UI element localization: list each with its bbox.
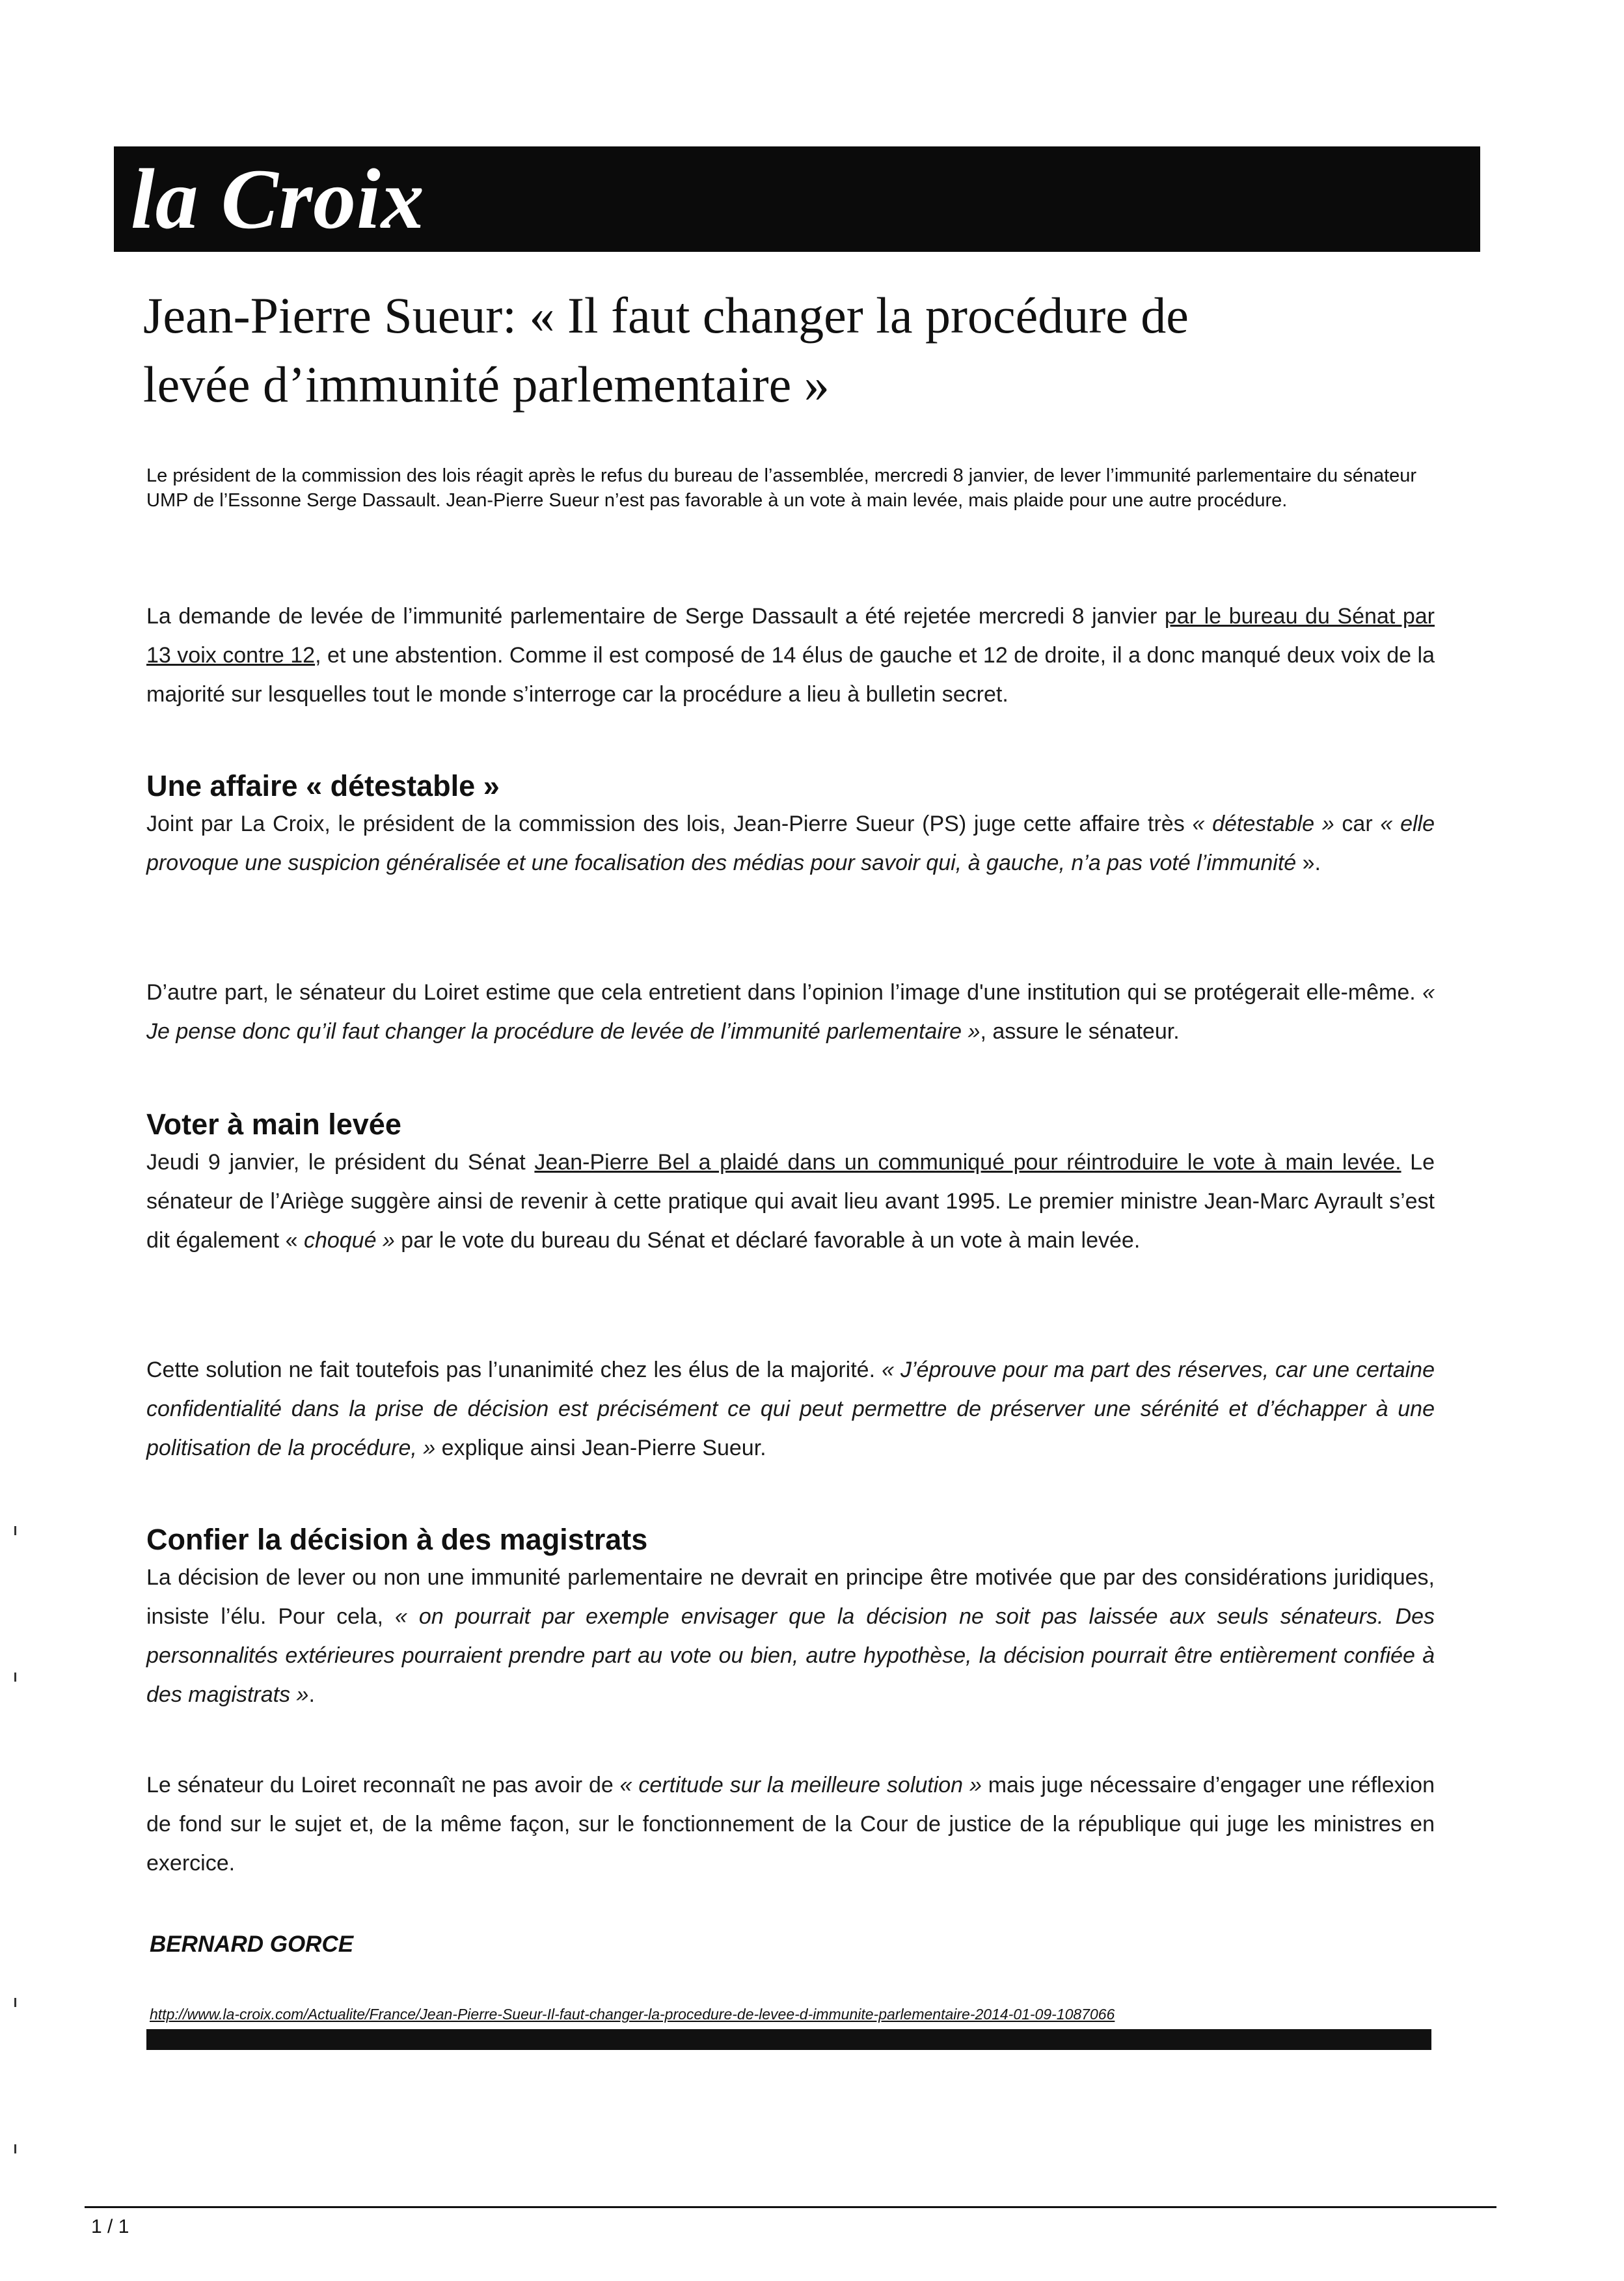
paragraph-magistrats-1: La décision de lever ou non une immunité parlementaire ne devrait en principe être motivée que par des considérations juridiques, insiste l’élu. Pour cela, « on pourrait par exemple envisager que la décision ne soit pas laissée aux seuls sénateurs. Des personnalités extérieures pourraient prendre part au vote ou bien, autre hypothèse, la décision pourrait être entièrement confiée à des magistrats ». bbox=[146, 1565, 1435, 1707]
headline-line-2: levée d’immunité parlementaire » bbox=[143, 356, 830, 413]
headline-line-1: Jean-Pierre Sueur: « Il faut changer la procédure de bbox=[143, 287, 1189, 344]
page-number: 1 / 1 bbox=[91, 2216, 129, 2237]
scan-artifact-mark bbox=[14, 2144, 16, 2153]
link-bureau-senat[interactable]: par le bureau du Sénat par 13 voix contre 12 bbox=[146, 604, 1435, 668]
quote-detestable: « détestable » bbox=[1192, 812, 1334, 836]
paragraph-main-levee-2: Cette solution ne fait toutefois pas l’unanimité chez les élus de la majorité. « J’éprouve pour ma part des réserves, car une certaine confidentialité dans la prise de décision est précisément ce qui peut permettre de préserver une sérénité et d’échapper à une politisation de la procédure, » explique ainsi Jean-Pierre Sueur. bbox=[146, 1358, 1435, 1460]
la-croix-logo: la Croix bbox=[131, 151, 425, 247]
paragraph-main-levee-1: Jeudi 9 janvier, le président du Sénat Jean-Pierre Bel a plaidé dans un communiqué pour réintroduire le vote à main levée. Le sénateur de l’Ariège suggère ainsi de revenir à cette pratique qui avait lieu avant 1995. Le premier ministre Jean-Marc Ayrault s’est dit également « choqué » par le vote du bureau du Sénat et déclaré favorable à un vote à main levée. bbox=[146, 1150, 1435, 1253]
scan-artifact-mark bbox=[14, 1526, 16, 1535]
article-lead: Le président de la commission des lois réagit après le refus du bureau de l’assemblée, mercredi 8 janvier, de lever l’immunité parlementaire du sénateur UMP de l’Essonne Serge Dassault. Jean-Pierre Sueur n’est pas favorable à un vote à main levée, mais plaide pour une autre procédure. bbox=[146, 465, 1417, 511]
section-title-main-levee: Voter à main levée bbox=[146, 1108, 401, 1141]
paragraph-detestable-1: Joint par La Croix, le président de la commission des lois, Jean-Pierre Sueur (PS) juge cette affaire très « détestable » car « elle provoque une suspicion généralisée et une focalisation des médias pour savoir qui, à gauche, n’a pas voté l’immunité ». bbox=[146, 812, 1435, 875]
section-title-magistrats: Confier la décision à des magistrats bbox=[146, 1523, 648, 1556]
scan-artifact-mark bbox=[14, 1998, 16, 2007]
footer-black-bar bbox=[146, 2029, 1431, 2050]
source-url-link[interactable]: http://www.la-croix.com/Actualite/France/Jean-Pierre-Sueur-Il-faut-changer-la-procedure-de-levee-d-immunite-parlementaire-2014-01-09-1087066 bbox=[150, 2006, 1115, 2023]
masthead bbox=[114, 146, 1480, 252]
author-byline: BERNARD GORCE bbox=[150, 1932, 354, 1957]
quote-choque: choqué » bbox=[303, 1228, 395, 1253]
scan-artifact-mark bbox=[14, 1673, 16, 1682]
article-headline bbox=[143, 281, 1379, 419]
quote-magistrats: « on pourrait par exemple envisager que la décision ne soit pas laissée aux seuls sénateurs. Des personnalités extérieures pourraient prendre part au vote ou bien, autre hypothèse, la décision pourrait être entièrement confiée à des magistrats » bbox=[146, 1604, 1435, 1707]
quote-reserves: « J’éprouve pour ma part des réserves, car une certaine confidentialité dans la prise de décision est précisément ce qui peut permettre de préserver une sérénité et d’échapper à une politisation de la procédure, » bbox=[146, 1358, 1435, 1460]
quote-suspicion: « elle provoque une suspicion généralisée et une focalisation des médias pour savoir qui, à gauche, n’a pas voté l’immunité bbox=[146, 812, 1435, 875]
paragraph-intro: La demande de levée de l’immunité parlementaire de Serge Dassault a été rejetée mercredi 8 janvier par le bureau du Sénat par 13 voix contre 12, et une abstention. Comme il est composé de 14 élus de gauche et 12 de droite, il a donc manqué deux voix de la majorité sur lesquelles tout le monde s’interroge car la procédure a lieu à bulletin secret. bbox=[146, 604, 1435, 707]
link-communique-bel[interactable]: Jean-Pierre Bel a plaidé dans un communiqué pour réintroduire le vote à main levée. bbox=[534, 1150, 1401, 1175]
paragraph-magistrats-2: Le sénateur du Loiret reconnaît ne pas avoir de « certitude sur la meilleure solution » mais juge nécessaire d’engager une réflexion de fond sur le sujet et, de la même façon, sur le fonctionnement de la Cour de justice de la république qui juge les ministres en exercice. bbox=[146, 1773, 1435, 1876]
section-title-detestable: Une affaire « détestable » bbox=[146, 769, 500, 802]
paragraph-detestable-2: D’autre part, le sénateur du Loiret estime que cela entretient dans l’opinion l’image d'une institution qui se protégerait elle-même. « Je pense donc qu’il faut changer la procédure de levée de l’immunité parlementaire », assure le sénateur. bbox=[146, 980, 1435, 1044]
quote-certitude: « certitude sur la meilleure solution » bbox=[619, 1773, 982, 1797]
quote-changer-procedure: « Je pense donc qu’il faut changer la procédure de levée de l’immunité parlementaire » bbox=[146, 980, 1435, 1044]
footer-divider bbox=[85, 2206, 1496, 2208]
